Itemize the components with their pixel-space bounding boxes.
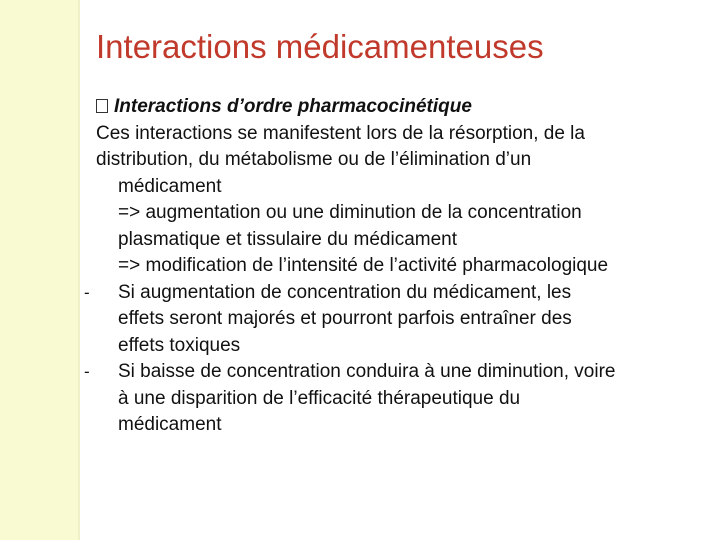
bullet-line: à une disparition de l’efficacité thérapeutique du bbox=[118, 387, 521, 409]
body-line: => augmentation ou une diminution de la concentration bbox=[118, 202, 582, 223]
body-line: plasmatique et tissulaire du médicament bbox=[118, 228, 458, 250]
dash-marker: - bbox=[84, 362, 90, 381]
body-line: Ces interactions se manifestent lors de la résorption, de la bbox=[96, 122, 585, 144]
bullet-text: Si augmentation de concentration du médicament, les bbox=[118, 281, 572, 303]
bullet-line bbox=[84, 359, 706, 386]
bullet-line: effets toxiques bbox=[118, 334, 241, 356]
dash-bullet-item bbox=[84, 280, 706, 360]
checkbox-square-icon bbox=[96, 99, 108, 113]
bullet-line: effets seront majorés et pourront parfois entraîner des bbox=[118, 308, 572, 329]
body-line: distribution, du métabolisme ou de l’élimination d’un bbox=[96, 149, 532, 170]
dash-bullet-item bbox=[84, 359, 706, 439]
section-heading-text: Interactions d’ordre pharmacocinétique bbox=[114, 96, 472, 117]
slide-content bbox=[84, 94, 706, 439]
bullet-line bbox=[84, 280, 706, 307]
decorative-side-band bbox=[0, 0, 78, 540]
body-line: médicament bbox=[118, 175, 222, 197]
side-band-divider bbox=[78, 0, 80, 540]
bullet-line: médicament bbox=[118, 414, 222, 435]
bullet-text: Si baisse de concentration conduira à une diminution, voire bbox=[118, 361, 616, 382]
section-heading bbox=[96, 94, 706, 121]
dash-marker: - bbox=[84, 282, 90, 302]
slide-title: Interactions médicamenteuses bbox=[96, 28, 544, 65]
body-line: => modification de l’intensité de l’activité pharmacologique bbox=[118, 255, 609, 276]
